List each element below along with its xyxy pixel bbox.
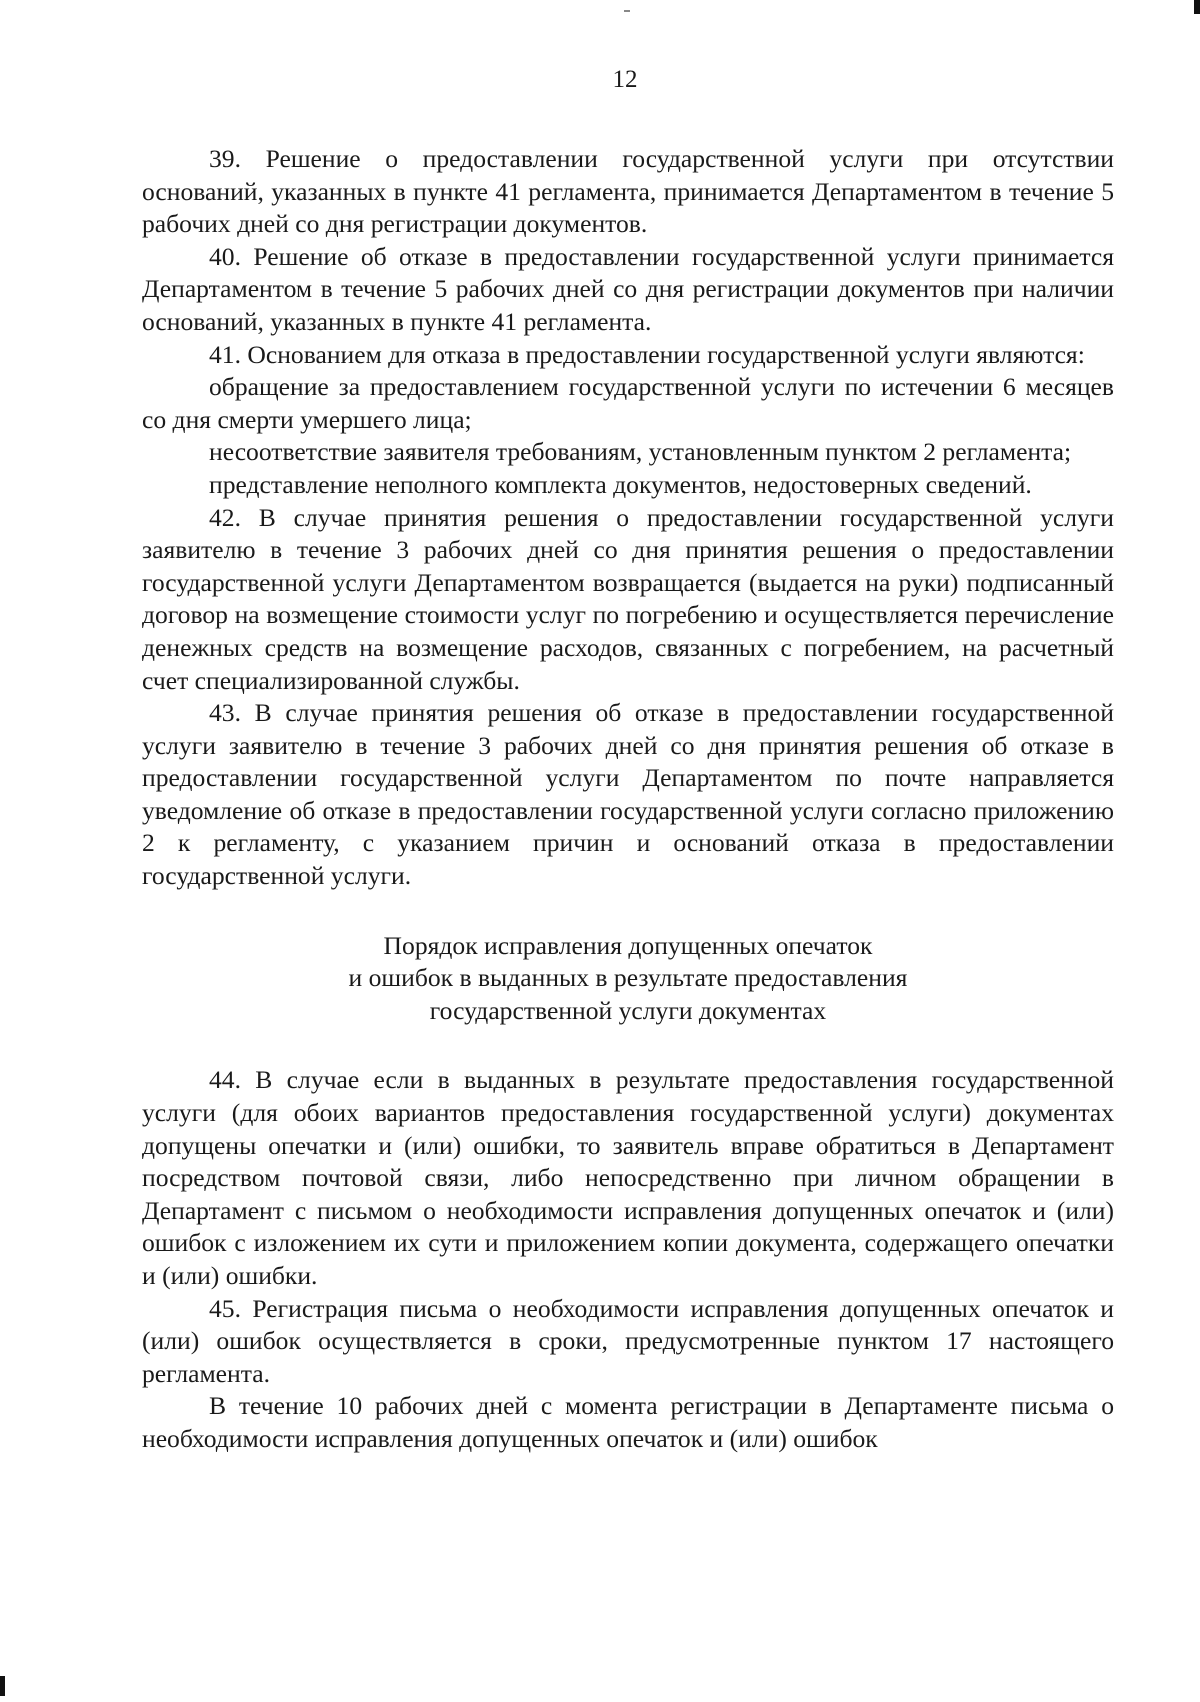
paragraph-41-item-3: представление неполного комплекта документов, недостоверных сведений. [209, 469, 1032, 499]
paragraph-43: 43. В случае принятия решения об отказе в предоставлении государственной услуги заявителю в течение 3 рабочих дней со дня принятия решения об отказе в предоставлении государственной услуги Департаментом по почте направляется уведомление об отказе в предоставлении государственной услуги согласно приложению 2 к регламенту, с указанием причин и оснований отказа в предоставлении государственной услуги. [142, 698, 1114, 891]
paragraph-44: 44. В случае если в выданных в результате предоставления государственной услуги (для обоих вариантов предоставления государственной услуги) документах допущены опечатки и (или) ошибки, то заявитель вправе обратиться в Департамент посредством почтовой связи, либо непосредственно при личном обращении в Департамент с письмом о необходимости исправления допущенных опечаток и (или) ошибок с изложением их сути и приложением копии документа, содержащего опечатки и (или) ошибки. [142, 1065, 1114, 1290]
paragraph-40: 40. Решение об отказе в предоставлении государственной услуги принимается Департаментом в течение 5 рабочих дней со дня регистрации документов при наличии оснований, указанных в пункте 41 регламента. [142, 241, 1114, 336]
section-heading-line-2: и ошибок в выданных в результате предоставления [348, 963, 908, 993]
section-heading [142, 930, 1114, 1028]
paragraph-39: 39. Решение о предоставлении государственной услуги при отсутствии оснований, указанных в пункте 41 регламента, принимается Департаментом в течение 5 рабочих дней со дня регистрации документов. [142, 144, 1114, 239]
page-number: 12 [612, 66, 638, 93]
scan-mark-bottom-left [0, 1676, 5, 1696]
paragraph-41-item-2: несоответствие заявителя требованиям, установленным пунктом 2 регламента; [209, 437, 1072, 467]
scan-mark-top-right [1194, 0, 1200, 14]
scan-dot-top [624, 10, 630, 12]
paragraph-42: 42. В случае принятия решения о предоставлении государственной услуги заявителю в течение 3 рабочих дней со дня принятия решения о предоставлении государственной услуги Департаментом возвращается (выдается на руки) подписанный договор на возмещение стоимости услуг по погребению и осуществляется перечисление денежных средств на возмещение расходов, связанных с погребением, на расчетный счет специализированной службы. [142, 502, 1114, 695]
paragraph-41: 41. Основанием для отказа в предоставлении государственной услуги являются: [209, 339, 1085, 369]
paragraph-45-continued: В течение 10 рабочих дней с момента регистрации в Департаменте письма о необходимости исправления допущенных опечаток и (или) ошибок [142, 1391, 1114, 1453]
paragraph-45: 45. Регистрация письма о необходимости исправления допущенных опечаток и (или) ошибок осуществляется в сроки, предусмотренные пунктом 17 настоящего регламента. [142, 1293, 1114, 1388]
paragraph-41-item-1: обращение за предоставлением государственной услуги по истечении 6 месяцев со дня смерти умершего лица; [142, 372, 1114, 434]
section-heading-line-3: государственной услуги документах [429, 995, 827, 1025]
section-heading-line-1: Порядок исправления допущенных опечаток [383, 930, 873, 960]
document-body [142, 143, 1114, 1456]
